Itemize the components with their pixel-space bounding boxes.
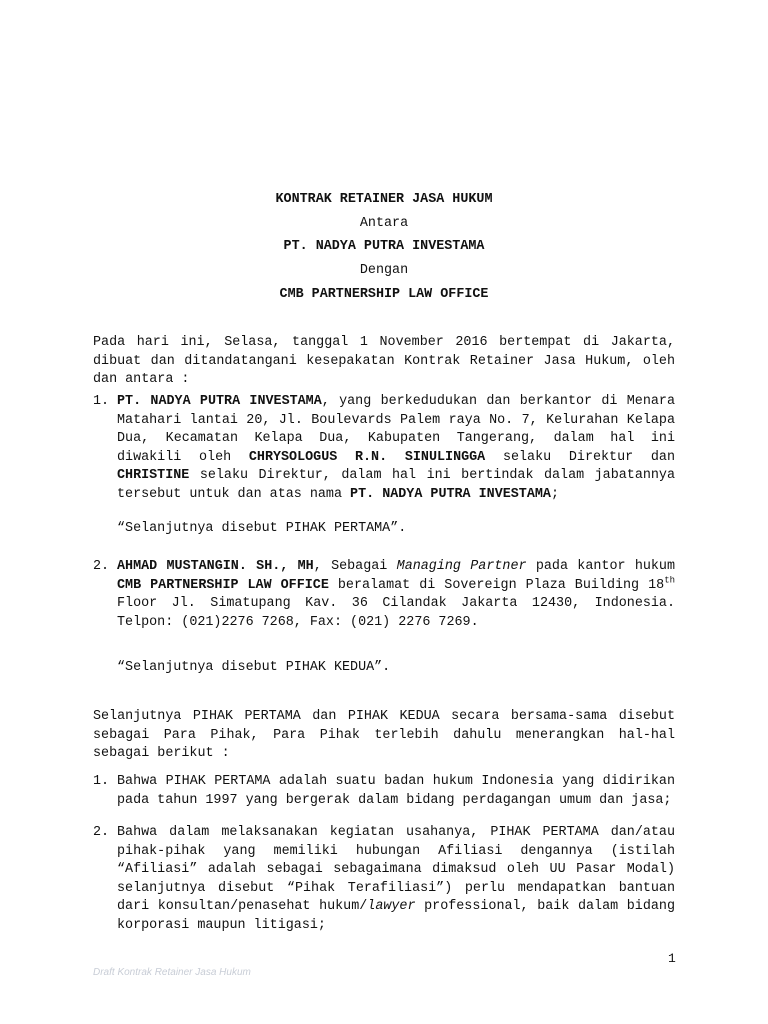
list-number: 1.: [93, 394, 110, 409]
bold-text: PT. NADYA PUTRA INVESTAMA: [350, 486, 551, 502]
text-segment: beralamat di Sovereign Plaza Building 18: [328, 577, 665, 593]
party-quote-2: “Selanjutnya disebut PIHAK KEDUA”.: [117, 660, 391, 675]
second-party-title: CMB PARTNERSHIP LAW OFFICE: [279, 287, 489, 302]
recital-item-2: [93, 824, 675, 935]
title-line: KONTRAK RETAINER JASA HUKUM: [275, 192, 493, 207]
italic-text: lawyer: [367, 899, 416, 914]
bold-text: CHRISTINE: [117, 468, 190, 483]
text-segment: Floor Jl. Simatupang Kav. 36 Cilandak Jakarta 12430, Indonesia. Telpon: (021)2276 7268, Fax: (021) 2276 7269.: [117, 596, 675, 630]
intro-paragraph: [93, 334, 675, 390]
text-segment: Bahwa dalam melaksanakan kegiatan usahanya, PIHAK PERTAMA dan/atau pihak-pihak yang memiliki hubungan Afiliasi dengannya (istilah “Afiliasi” adalah sebagai sebagaimana dimaksud oleh UU Pasar Modal) selanjutnya disebut “Pihak Terafiliasi”) perlu mendapatkan bantuan dari konsultan/penasehat hukum/: [117, 825, 675, 914]
text-segment: , yang berkedudukan dan berkantor di Menara Matahari lantai 20, Jl. Boulevards Palem raya No. 7, Kelurahan Kelapa Dua, Kecamatan Kelapa Dua, Kabupaten Tangerang, dalam hal ini diwakili oleh: [117, 394, 675, 465]
footer-text: Draft Kontrak Retainer Jasa Hukum: [93, 967, 251, 978]
text-segment: Selanjutnya PIHAK PERTAMA dan PIHAK KEDUA secara bersama-sama disebut sebagai Para Pihak, Para Pihak terlebih dahulu menerangkan hal-hal sebagai berikut :: [93, 709, 675, 761]
first-party-title: PT. NADYA PUTRA INVESTAMA: [283, 239, 485, 254]
title-antara: Antara: [359, 216, 409, 231]
party-item-1: [93, 393, 675, 504]
list-number: 1.: [93, 774, 110, 789]
text-segment: Bahwa PIHAK PERTAMA adalah suatu badan hukum Indonesia yang didirikan pada tahun 1997 yang bergerak dalam bidang perdagangan umum dan jasa;: [117, 774, 675, 808]
list-number: 2.: [93, 825, 110, 840]
text-segment: professional, baik dalam bidang korporasi maupun litigasi;: [117, 899, 675, 933]
text-segment: ;: [550, 486, 559, 502]
page-number: 1: [668, 951, 676, 966]
italic-text: Managing Partner: [396, 559, 527, 574]
recital-text: [117, 773, 675, 810]
recital-item-1: [93, 773, 675, 810]
party-text: [117, 558, 675, 632]
title-dengan: Dengan: [359, 263, 409, 278]
text-segment: selaku Direktur dan: [485, 449, 675, 465]
recital-intro-paragraph: [93, 708, 675, 764]
bold-text: AHMAD MUSTANGIN. SH., MH: [117, 559, 314, 574]
text-segment: selaku Direktur, dalam hal ini bertindak dalam jabatannya tersebut untuk dan atas nama: [117, 468, 675, 502]
text-segment: th: [664, 575, 675, 586]
text-segment: Pada hari ini, Selasa, tanggal 1 November 2016 bertempat di Jakarta, dibuat dan ditandatangani kesepakatan Kontrak Retainer Jasa Hukum, oleh dan antara :: [93, 335, 675, 387]
bold-text: CMB PARTNERSHIP LAW OFFICE: [117, 577, 329, 593]
text-segment: pada kantor hukum: [526, 559, 676, 574]
bold-text: PT. NADYA PUTRA INVESTAMA: [117, 394, 322, 409]
bold-text: CHRYSOLOGUS R.N. SINULINGGA: [248, 449, 486, 465]
recital-text: [117, 824, 675, 935]
text-segment: , Sebagai: [313, 559, 397, 574]
party-item-2: [93, 558, 675, 632]
party-text: [117, 393, 675, 504]
list-number: 2.: [93, 559, 110, 574]
party-quote-1: “Selanjutnya disebut PIHAK PERTAMA”.: [117, 521, 407, 536]
